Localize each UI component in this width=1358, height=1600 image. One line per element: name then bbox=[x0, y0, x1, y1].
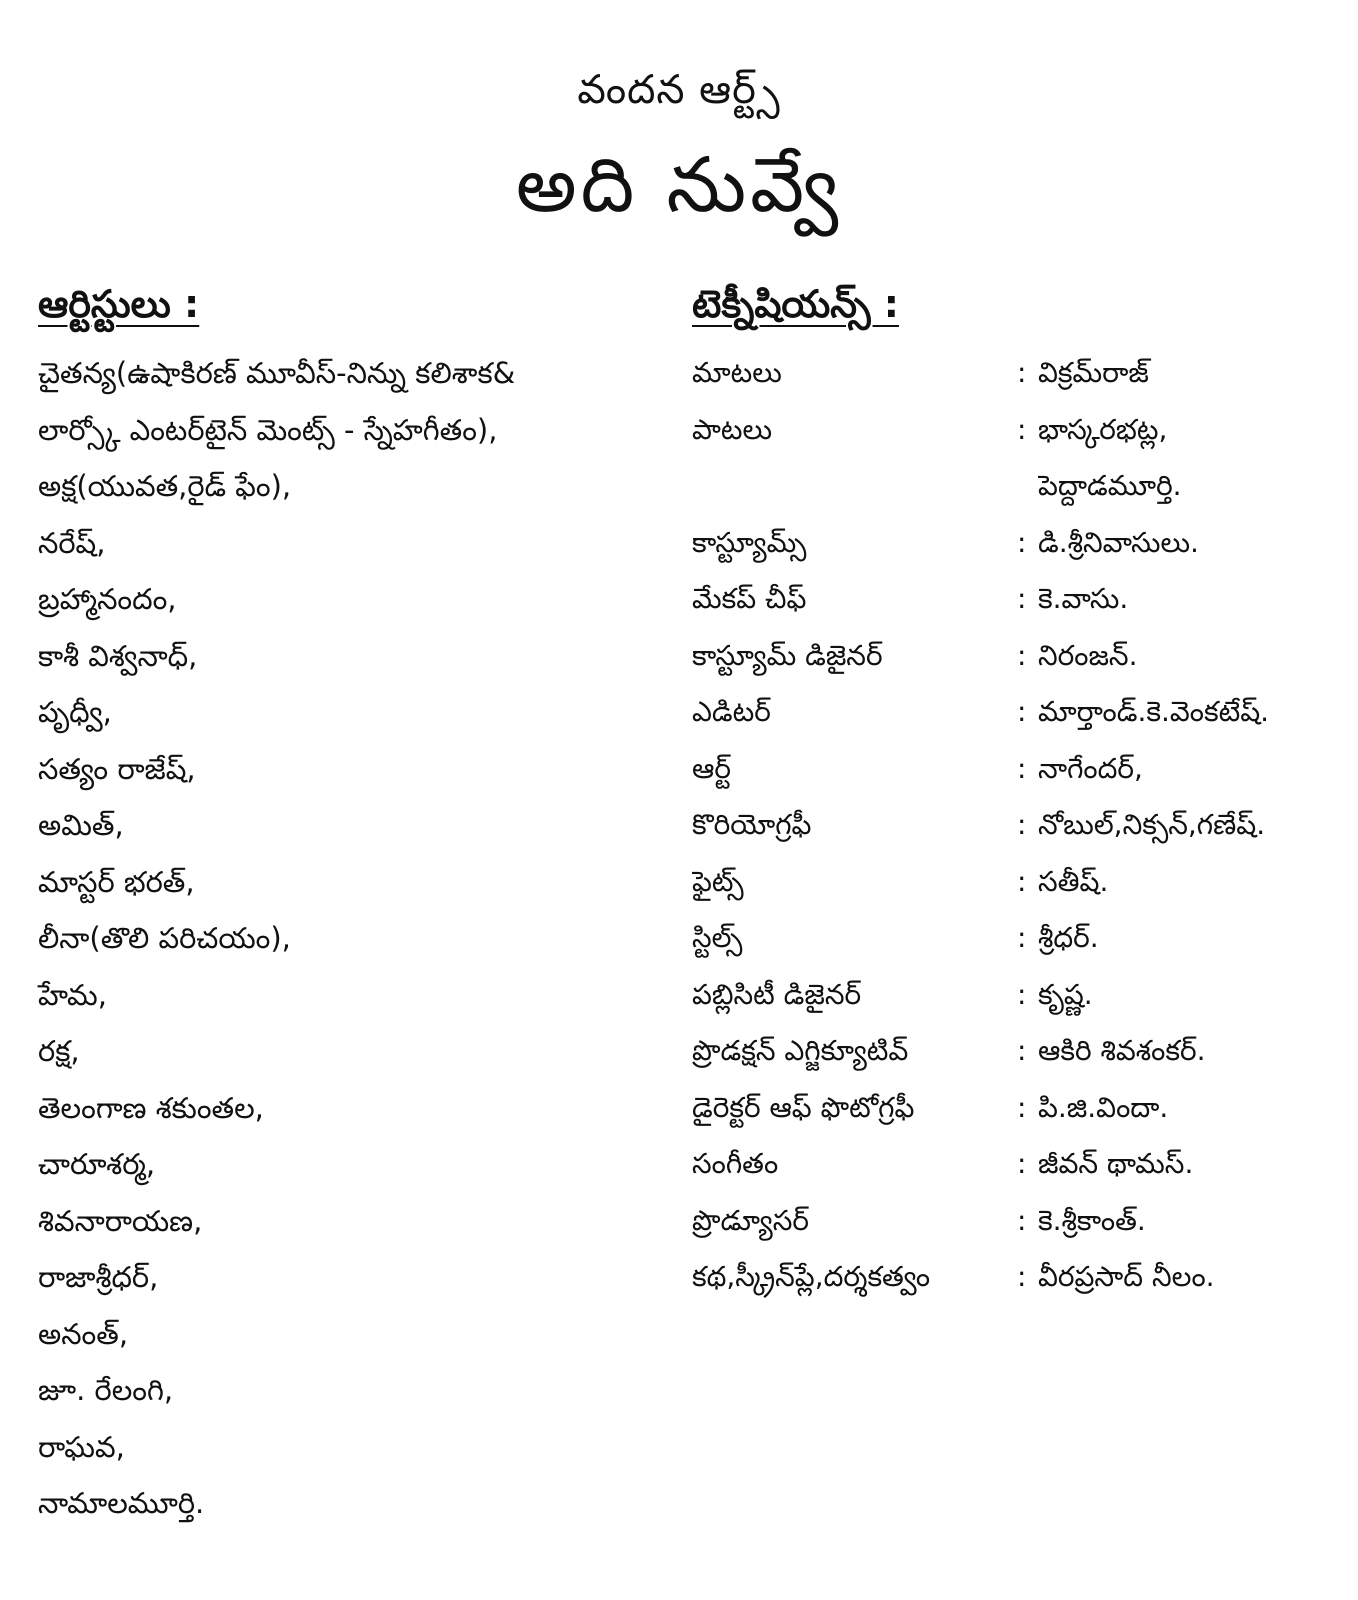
artists-list bbox=[38, 345, 678, 1532]
artists-heading: ఆర్టిస్టులు : bbox=[38, 282, 200, 326]
production-banner: వందన ఆర్ట్స్ bbox=[577, 67, 781, 113]
technician-name: నాగేందర్, bbox=[1038, 751, 1143, 785]
artist-line: కాశీ విశ్వనాధ్, bbox=[38, 638, 198, 673]
technician-colon: : bbox=[1017, 582, 1027, 615]
technician-row bbox=[692, 854, 1342, 911]
technician-role: ప్రొడ్యూసర్ bbox=[692, 1203, 810, 1237]
technician-role: మాటలు bbox=[692, 356, 782, 389]
technician-role: పాటలు bbox=[692, 412, 773, 446]
technician-name: కె.వాసు. bbox=[1038, 582, 1129, 615]
technician-role: పబ్లిసిటీ డిజైనర్ bbox=[692, 977, 862, 1011]
technician-name: ఆకిరి శివశంకర్. bbox=[1038, 1034, 1206, 1067]
artist-line: మాస్టర్ భరత్, bbox=[38, 864, 195, 899]
technician-row bbox=[692, 345, 1342, 402]
technician-name: వీరప్రసాద్ నీలం. bbox=[1038, 1260, 1215, 1293]
technician-role: సంగీతం bbox=[692, 1147, 779, 1180]
technician-row-continuation bbox=[692, 458, 1342, 515]
artist-line: లార్స్కో ఎంటర్‌టైన్ మెంట్స్ - స్నేహగీతం), bbox=[38, 412, 498, 447]
technician-role: డైరెక్టర్ ఆఫ్ ఫొటోగ్రఫీ bbox=[692, 1090, 915, 1124]
technicians-table bbox=[692, 345, 1342, 1306]
technician-role: కాస్ట్యూమ్ డిజైనర్ bbox=[692, 638, 883, 672]
technician-row bbox=[692, 1136, 1342, 1193]
artist-line: రక్ష, bbox=[38, 1034, 80, 1068]
technician-role: కథ,స్క్రీన్‌ప్లే,దర్శకత్వం bbox=[692, 1260, 931, 1293]
artist-line: అమిత్, bbox=[38, 808, 124, 842]
technician-role: ఫైట్స్ bbox=[692, 864, 744, 898]
technician-name: భాస్కరభట్ల, bbox=[1038, 412, 1168, 446]
technician-row bbox=[692, 684, 1342, 741]
artist-line: అనంత్, bbox=[38, 1316, 129, 1351]
technician-name: కృష్ణ. bbox=[1038, 977, 1093, 1011]
artist-line: సత్యం రాజేష్, bbox=[38, 751, 196, 786]
technician-role: కాస్ట్యూమ్స్ bbox=[692, 525, 807, 559]
technician-name: మార్తాండ్.కె.వెంకటేష్. bbox=[1038, 695, 1270, 728]
technician-role: ఎడిటర్ bbox=[692, 695, 771, 728]
artist-line: జూ. రేలంగి, bbox=[38, 1373, 174, 1407]
technician-role: స్టిల్స్ bbox=[692, 921, 743, 954]
technician-colon: : bbox=[1017, 1034, 1027, 1067]
technician-row bbox=[692, 967, 1342, 1024]
technician-row bbox=[692, 1080, 1342, 1137]
technician-row bbox=[692, 402, 1342, 459]
film-title: అది నువ్వే bbox=[515, 140, 843, 229]
technician-colon: : bbox=[1017, 751, 1027, 785]
artist-line: రాఘవ, bbox=[38, 1429, 125, 1464]
technician-name: పి.జి.విందా. bbox=[1038, 1090, 1169, 1124]
artist-line: హేమ, bbox=[38, 977, 107, 1012]
artist-line: నరేష్, bbox=[38, 525, 106, 560]
artist-line: తెలంగాణ శకుంతల, bbox=[38, 1090, 264, 1125]
technician-colon: : bbox=[1017, 525, 1027, 559]
technician-colon: : bbox=[1017, 412, 1027, 446]
technicians-heading: టెక్నీషియన్స్ : bbox=[692, 282, 899, 326]
technician-row bbox=[692, 1249, 1342, 1306]
artist-line: అక్ష(యువత,రైడ్ ఫేం), bbox=[38, 469, 292, 503]
technician-role: ప్రొడక్షన్ ఎగ్జిక్యూటివ్ bbox=[692, 1034, 909, 1067]
technician-role: మేకప్ చీఫ్ bbox=[692, 582, 807, 615]
technician-name: కె.శ్రీకాంత్. bbox=[1038, 1203, 1146, 1237]
technician-row bbox=[692, 741, 1342, 798]
artist-line: శివనారాయణ, bbox=[38, 1203, 203, 1238]
technician-colon: : bbox=[1017, 695, 1027, 728]
technician-row bbox=[692, 1193, 1342, 1250]
technician-name: విక్రమ్‌రాజ్ bbox=[1038, 356, 1149, 389]
artist-line: చారూశర్మ, bbox=[38, 1147, 156, 1181]
technician-role: ఆర్ట్ bbox=[692, 751, 731, 785]
artist-line: రాజాశ్రీధర్, bbox=[38, 1260, 159, 1294]
artist-line: పృధ్వీ, bbox=[38, 695, 112, 729]
technician-row bbox=[692, 628, 1342, 685]
artist-line: లీనా(తొలి పరిచయం), bbox=[38, 921, 291, 955]
artist-line: చైతన్య(ఉషాకిరణ్ మూవీస్-నిన్ను కలిశాక& bbox=[38, 356, 516, 390]
technician-colon: : bbox=[1017, 1090, 1027, 1124]
technician-row bbox=[692, 1023, 1342, 1080]
technician-colon: : bbox=[1017, 1260, 1027, 1293]
technician-name: సతీష్. bbox=[1038, 864, 1109, 898]
technician-row bbox=[692, 515, 1342, 572]
technician-colon: : bbox=[1017, 1203, 1027, 1237]
technician-colon: : bbox=[1017, 921, 1027, 954]
technician-colon: : bbox=[1017, 864, 1027, 898]
technician-name: శ్రీధర్. bbox=[1038, 921, 1099, 954]
technician-name: డి.శ్రీనివాసులు. bbox=[1038, 525, 1199, 559]
technician-name: జీవన్ థామస్. bbox=[1038, 1147, 1194, 1180]
technician-colon: : bbox=[1017, 1147, 1027, 1180]
artist-line: బ్రహ్మానందం, bbox=[38, 582, 177, 616]
technician-colon: : bbox=[1017, 808, 1027, 841]
technician-colon: : bbox=[1017, 977, 1027, 1011]
technician-colon: : bbox=[1017, 638, 1027, 672]
technician-colon: : bbox=[1017, 356, 1027, 389]
technician-row bbox=[692, 910, 1342, 967]
technician-name: పెద్దాడమూర్తి. bbox=[1038, 469, 1182, 502]
technician-name: నిరంజన్. bbox=[1038, 638, 1138, 672]
technician-row bbox=[692, 797, 1342, 854]
technician-row bbox=[692, 571, 1342, 628]
technician-name: నోబుల్,నిక్సన్,గణేష్. bbox=[1038, 808, 1266, 841]
artist-line: నామాలమూర్తి. bbox=[38, 1486, 205, 1520]
technician-role: కొరియోగ్రఫీ bbox=[692, 808, 812, 841]
